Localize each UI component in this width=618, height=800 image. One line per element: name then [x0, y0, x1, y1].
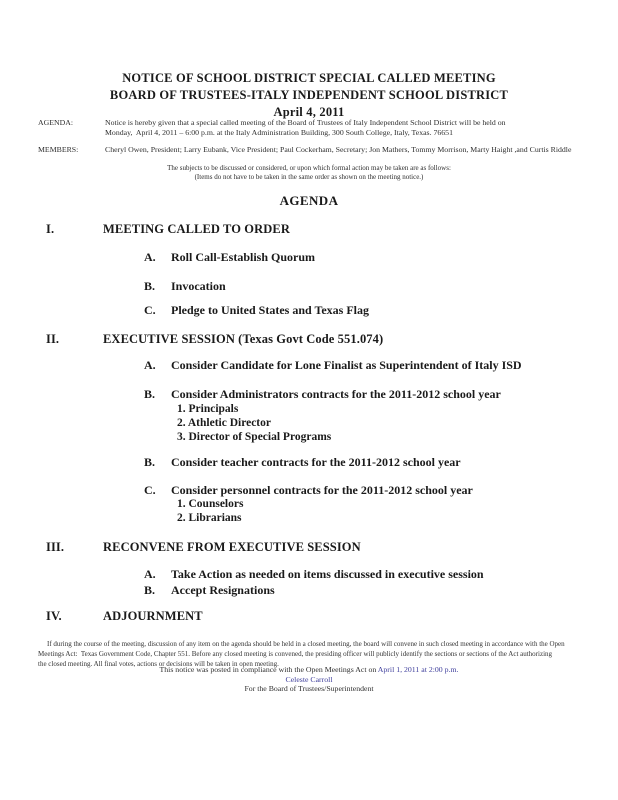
disclaimer-line3: the closed meeting. All final votes, actions or decisions will be taken in open meeting.	[38, 660, 279, 668]
item-label: A.	[144, 567, 156, 581]
agenda-notice-line2: Monday, April 4, 2011 – 6:00 p.m. at the Italy Administration Building, 300 South College, Italy, Texas. 76651	[105, 128, 453, 137]
doc-title-date: April 4, 2011	[273, 105, 345, 119]
item-label: A.	[144, 358, 156, 372]
section-1-heading: MEETING CALLED TO ORDER	[103, 222, 290, 236]
members-list: Cheryl Owen, President; Larry Eubank, Vice President; Paul Cockerham, Secretary; Jon Mathers, Tommy Morrison, Marty Haight ,and Curtis Riddle	[105, 145, 572, 154]
section-4-numeral: IV.	[46, 609, 62, 623]
section-2-heading: EXECUTIVE SESSION (Texas Govt Code 551.074)	[103, 332, 384, 346]
item-text: Consider Administrators contracts for the 2011-2012 school year	[171, 387, 501, 401]
item-label: B.	[144, 387, 156, 401]
agenda-item-1b	[144, 280, 226, 294]
item-label: B.	[144, 279, 156, 293]
item-label: C.	[144, 483, 156, 497]
agenda-subitem: 1. Counselors	[177, 498, 244, 510]
agenda-item-1a	[144, 251, 315, 265]
item-text: Consider Candidate for Lone Finalist as Superintendent of Italy ISD	[171, 358, 522, 372]
agenda-subitem: 2. Librarians	[177, 512, 242, 524]
section-1-numeral: I.	[46, 222, 55, 236]
subjects-note-line1: The subjects to be discussed or considered, or upon which formal action may be taken are as follows:	[167, 164, 451, 172]
item-label: A.	[144, 250, 156, 264]
item-text: Consider teacher contracts for the 2011-2012 school year	[171, 455, 461, 469]
agenda-item-2a	[144, 359, 522, 373]
agenda-item-2b	[144, 388, 501, 402]
item-label: B.	[144, 583, 156, 597]
posting-statement	[0, 666, 618, 675]
signature-title: For the Board of Trustees/Superintendent	[244, 684, 374, 693]
section-3-numeral: III.	[46, 540, 65, 554]
section-3-heading: RECONVENE FROM EXECUTIVE SESSION	[103, 540, 361, 554]
agenda-subitem: 2. Athletic Director	[177, 417, 271, 429]
item-text: Roll Call-Establish Quorum	[171, 250, 316, 264]
agenda-item-3b	[144, 584, 275, 598]
item-label: C.	[144, 303, 156, 317]
item-label: B.	[144, 455, 156, 469]
item-text: Consider personnel contracts for the 2011-2012 school year	[171, 483, 473, 497]
members-label: MEMBERS:	[38, 145, 79, 154]
agenda-subitem: 1. Principals	[177, 403, 239, 415]
agenda-subitem: 3. Director of Special Programs	[177, 431, 332, 443]
agenda-heading: AGENDA	[279, 193, 339, 208]
doc-title-line2: BOARD OF TRUSTEES-ITALY INDEPENDENT SCHOOL DISTRICT	[109, 88, 509, 102]
item-text: Invocation	[171, 279, 226, 293]
doc-title-line1: NOTICE OF SCHOOL DISTRICT SPECIAL CALLED MEETING	[122, 71, 496, 85]
agenda-label: AGENDA:	[38, 118, 74, 127]
disclaimer-line1: If during the course of the meeting, discussion of any item on the agenda should be held in a closed meeting, the board will convene in such closed meeting in accordance with the Open	[47, 640, 565, 648]
signature-name: Celeste Carroll	[285, 675, 333, 684]
posting-date: April 1, 2011 at 2:00 p.m.	[377, 665, 459, 674]
section-2-numeral: II.	[46, 332, 60, 346]
subjects-note-line2: (Items do not have to be taken in the same order as shown on the meeting notice.)	[194, 173, 424, 181]
agenda-item-2c	[144, 484, 473, 498]
disclaimer-line2: Meetings Act: Texas Government Code, Chapter 551. Before any closed meeting is convened, the presiding officer will publicly identify the sections or sections of the Act authorizing	[38, 650, 553, 658]
agenda-notice-line1: Notice is hereby given that a special called meeting of the Board of Trustees of Italy Independent School District will be held on	[105, 118, 506, 127]
agenda-item-2b2	[144, 456, 461, 470]
posting-statement-text: This notice was posted in compliance with the Open Meetings Act on	[159, 665, 378, 674]
item-text: Pledge to United States and Texas Flag	[171, 303, 370, 317]
agenda-item-3a	[144, 568, 484, 582]
item-text: Take Action as needed on items discussed in executive session	[171, 567, 484, 581]
agenda-item-1c	[144, 304, 369, 318]
section-4-heading: ADJOURNMENT	[103, 609, 203, 623]
item-text: Accept Resignations	[171, 583, 275, 597]
